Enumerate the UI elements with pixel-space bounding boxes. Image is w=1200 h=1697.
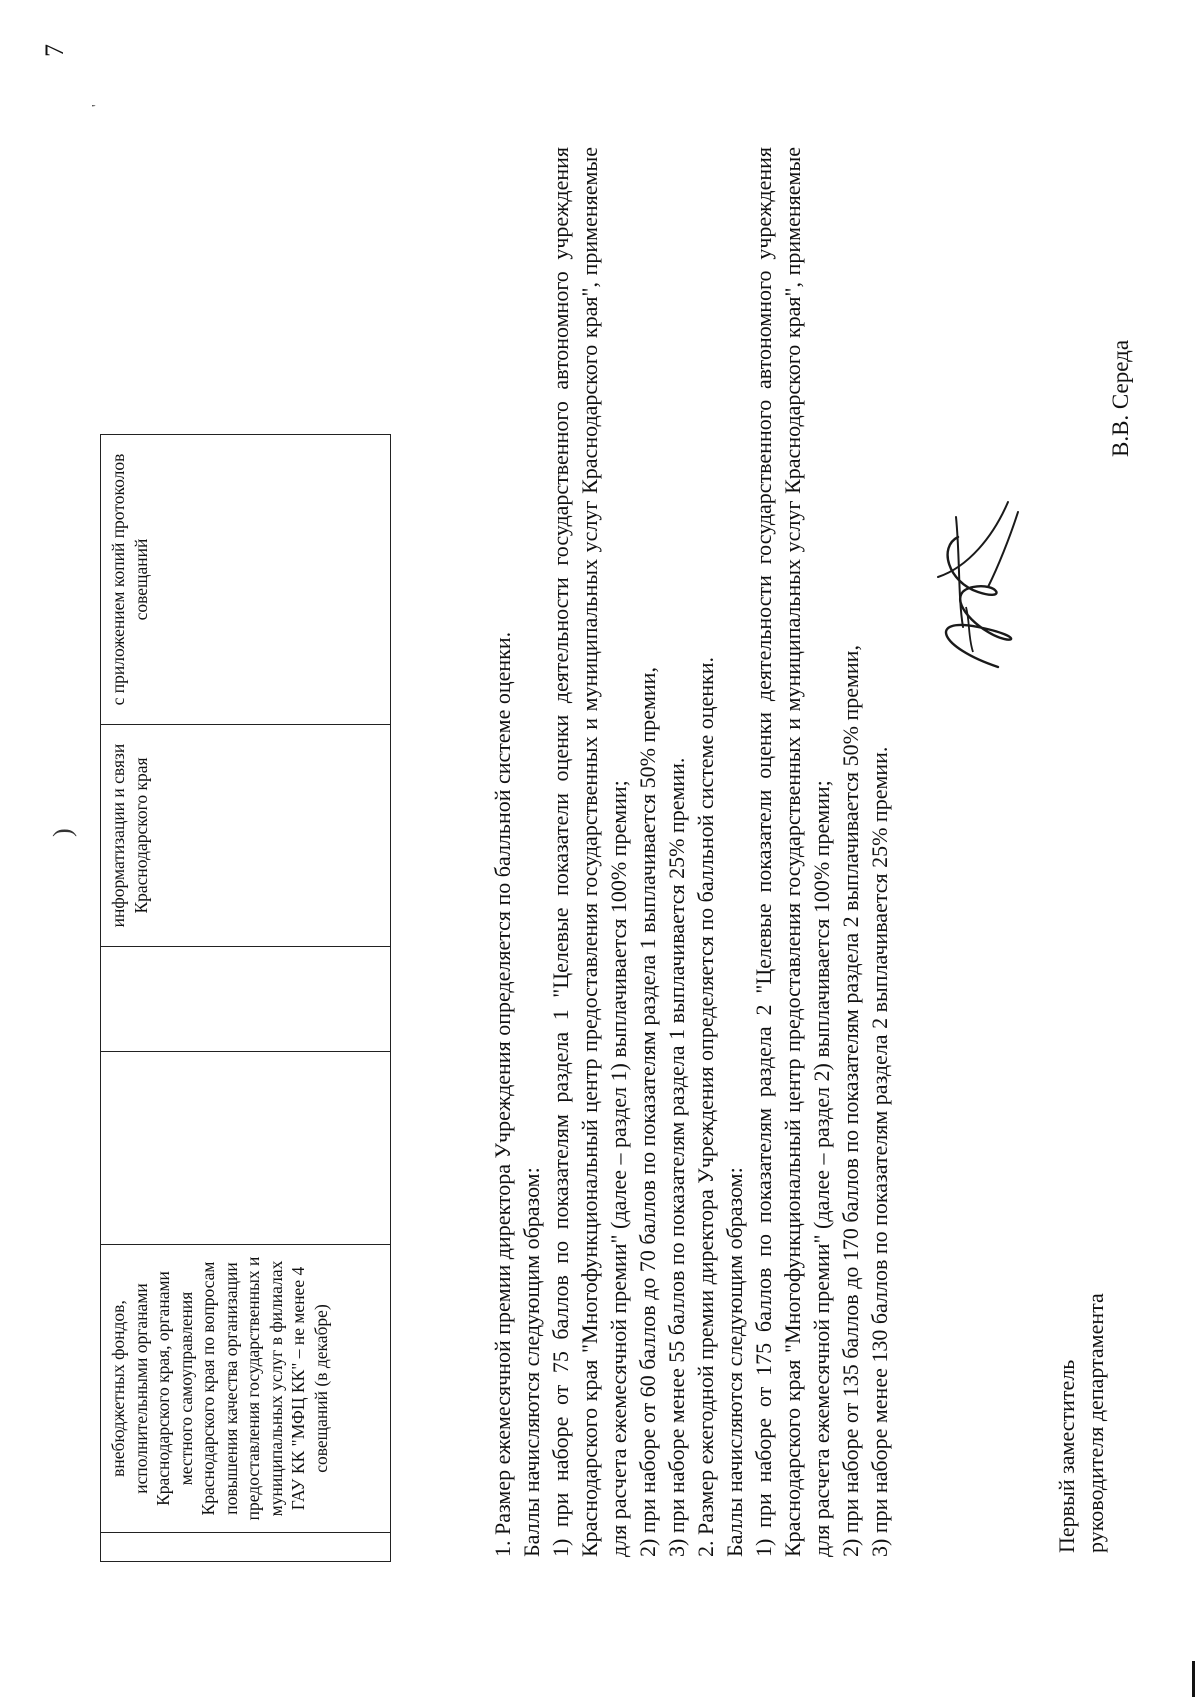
cell-empty (101, 947, 391, 1052)
table-row (101, 435, 391, 1562)
signatory-title-line: Первый заместитель (1054, 1359, 1079, 1553)
paragraph: 1) при наборе от 175 баллов по показателям раздела 2 "Целевые показатели оценки деятельности государственного автономного учреждения Краснодарского края "Многофункциональный центр предоставления государственных и муниципальных услуг Краснодарского края", применяемые для расчета ежемесячной премии" (далее – раздел 2) выплачивается 100% премии; (751, 147, 834, 1557)
handwritten-signature-icon (918, 497, 1028, 687)
document-body (488, 147, 894, 1557)
paragraph: 2) при наборе от 60 баллов до 70 баллов по показателям раздела 1 выплачивается 50% премии, (635, 667, 660, 1557)
criteria-table (100, 434, 391, 1562)
cell-responsible: информатизации и связи Краснодарского края (101, 725, 391, 947)
paragraph: 1) при наборе от 75 баллов по показателям раздела 1 "Целевые показатели оценки деятельности государственного автономного учреждения Краснодарского края "Многофункциональный центр предоставления государственных и муниципальных услуг Краснодарского края", применяемые для расчета ежемесячной премии" (далее – раздел 1) выплачивается 100% премии; (548, 147, 631, 1557)
paragraph: 1. Размер ежемесячной премии директора Учреждения определяется по балльной системе оценки. (490, 631, 515, 1557)
page-number: 7 (40, 44, 69, 57)
signatory-name: В.В. Середа (1108, 339, 1133, 457)
paragraph: 3) при наборе менее 55 баллов по показателям раздела 1 выплачивается 25% премии. (664, 757, 689, 1557)
scan-artifact-tick: ' (90, 104, 105, 107)
cell-document: с приложением копий протоколов совещаний (101, 435, 391, 725)
cell-description: внебюджетных фондов, исполнительными органами Краснодарского края, органами местного самоуправления Краснодарского края по вопросам повышения качества организации предоставления государственных и муниципальных услуг в филиалах ГАУ КК "МФЦ КК" – не менее 4 совещаний (в декабре) (101, 1245, 391, 1533)
scan-artifact: ) (48, 828, 77, 837)
signatory-title-line: руководителя департамента (1083, 1293, 1108, 1553)
paragraph: 2. Размер ежегодной премии директора Учреждения определяется по балльной системе оценки. (693, 657, 718, 1557)
paragraph: 3) при наборе менее 130 баллов по показателям раздела 2 выплачивается 25% премии. (867, 746, 892, 1557)
paragraph: Баллы начисляются следующим образом: (722, 1167, 747, 1557)
paragraph: 2) при наборе от 135 баллов до 170 баллов по показателям раздела 2 выплачивается 50% премии, (838, 645, 863, 1557)
scan-edge-line (1192, 1661, 1195, 1697)
signatory-title (1052, 1293, 1110, 1553)
cell-number (101, 1533, 391, 1562)
cell-empty (101, 1052, 391, 1245)
paragraph: Баллы начисляются следующим образом: (519, 1167, 544, 1557)
